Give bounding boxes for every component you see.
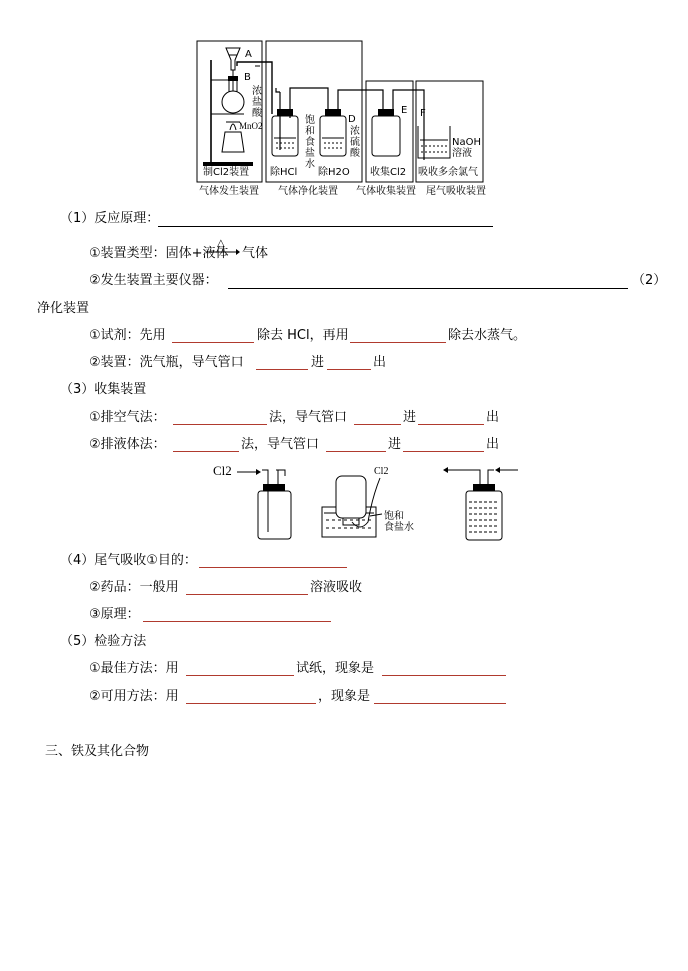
q5-alt-a: ②可用方法：用 <box>89 689 179 704</box>
q1-reaction-blank[interactable] <box>158 226 493 227</box>
caption-remove-hcl: 除HCl <box>270 167 298 178</box>
q3-liq-blank-1[interactable] <box>173 451 239 452</box>
q1-instruments-label: ②发生装置主要仪器： <box>89 273 218 288</box>
q3-liq-blank-3[interactable] <box>403 451 484 452</box>
label-d: D <box>348 114 356 125</box>
q2-reagent-b: 除去 HCl，再用 <box>257 328 349 343</box>
q2-title: 净化装置 <box>37 301 90 316</box>
q4-drug-blank[interactable] <box>186 594 308 595</box>
q4-principle-blank[interactable] <box>143 621 331 622</box>
label-a: A <box>245 49 252 60</box>
q5-best-a: ①最佳方法：用 <box>89 661 179 676</box>
caption-remove-h2o: 除H2O <box>318 167 350 178</box>
q5-best-blank-2[interactable] <box>382 675 506 676</box>
caption-collect-section: 气体收集装置 <box>356 186 416 197</box>
q2-device-blank-2[interactable] <box>327 369 371 370</box>
q3-liq-b: 法，导气管口 <box>241 437 320 452</box>
q2-reagent-a: ①试剂：先用 <box>89 328 166 343</box>
q1-instruments-blank[interactable] <box>228 288 628 289</box>
q1-type-result: 气体 <box>242 246 269 261</box>
q4-drug-a: ②药品：一般用 <box>89 580 179 595</box>
q5-alt-blank-1[interactable] <box>186 703 316 704</box>
q5-best-b: 试纸，现象是 <box>296 661 375 676</box>
q2-reagent-c: 除去水蒸气。 <box>448 328 527 343</box>
q5-alt-blank-2[interactable] <box>374 703 506 704</box>
conc-h2so4-label: 浓 硫 酸 <box>350 126 360 159</box>
label-b: B <box>244 72 251 83</box>
q3-air-blank-3[interactable] <box>418 424 484 425</box>
q3-air-blank-1[interactable] <box>173 424 267 425</box>
q2-device-b: 进 <box>311 355 325 370</box>
caption-absorb: 吸收多余氯气 <box>418 167 478 178</box>
q5-title: （5）检验方法 <box>60 634 147 649</box>
sat-brine-label: 饱 和 食 盐 水 <box>305 115 315 170</box>
section3-title: 三、铁及其化合物 <box>45 744 150 759</box>
q3-air-blank-2[interactable] <box>354 424 401 425</box>
brine-label: 饱和 食盐水 <box>384 511 414 533</box>
q3-title: （3）收集装置 <box>60 382 147 397</box>
q1-type-text: ①装置类型：固体+液体 <box>89 246 229 261</box>
q3-liq-c: 进 <box>388 437 402 452</box>
q2-number: （2） <box>632 273 667 288</box>
q1-title: （1）反应原理： <box>60 211 160 226</box>
q3-liq-a: ②排液体法： <box>89 437 166 452</box>
q3-air-b: 法，导气管口 <box>269 410 348 425</box>
caption-make-cl2: 制Cl2装置 <box>203 167 250 178</box>
q5-alt-b: ，现象是 <box>318 689 371 704</box>
caption-tail-section: 尾气吸收装置 <box>426 186 486 197</box>
q4-principle-label: ③原理： <box>89 607 140 622</box>
cl2-left-label: Cl2 <box>213 463 232 478</box>
label-c: C <box>284 108 291 119</box>
label-e: E <box>401 105 408 116</box>
q3-liq-blank-2[interactable] <box>326 451 386 452</box>
q2-reagent-blank-1[interactable] <box>172 342 254 343</box>
caption-purify-section: 气体净化装置 <box>278 186 338 197</box>
q2-reagent-blank-2[interactable] <box>350 342 446 343</box>
q4-title: （4）尾气吸收①目的： <box>60 553 197 568</box>
naoh-label: NaOH 溶液 <box>452 137 481 159</box>
cl2-mid-label: Cl2 <box>374 466 389 477</box>
q4-drug-b: 溶液吸收 <box>310 580 363 595</box>
mno2-label: MnO2 <box>239 121 263 131</box>
label-f: F <box>420 108 426 119</box>
caption-generate-section: 气体发生装置 <box>199 186 259 197</box>
q3-air-d: 出 <box>486 410 500 425</box>
conc-hcl-label: 浓 盐 酸 <box>252 86 262 119</box>
q2-device-a: ②装置：洗气瓶，导气管口 <box>89 355 244 370</box>
heating-arrow: △ <box>206 238 240 258</box>
q2-device-blank-1[interactable] <box>256 369 308 370</box>
q2-device-c: 出 <box>373 355 387 370</box>
q5-best-blank-1[interactable] <box>186 675 294 676</box>
q4-purpose-blank[interactable] <box>199 567 347 568</box>
q3-liq-d: 出 <box>486 437 500 452</box>
q3-air-a: ①排空气法： <box>89 410 166 425</box>
collection-methods-diagram <box>0 458 688 548</box>
q3-air-c: 进 <box>403 410 417 425</box>
caption-collect-cl2: 收集Cl2 <box>370 167 407 178</box>
